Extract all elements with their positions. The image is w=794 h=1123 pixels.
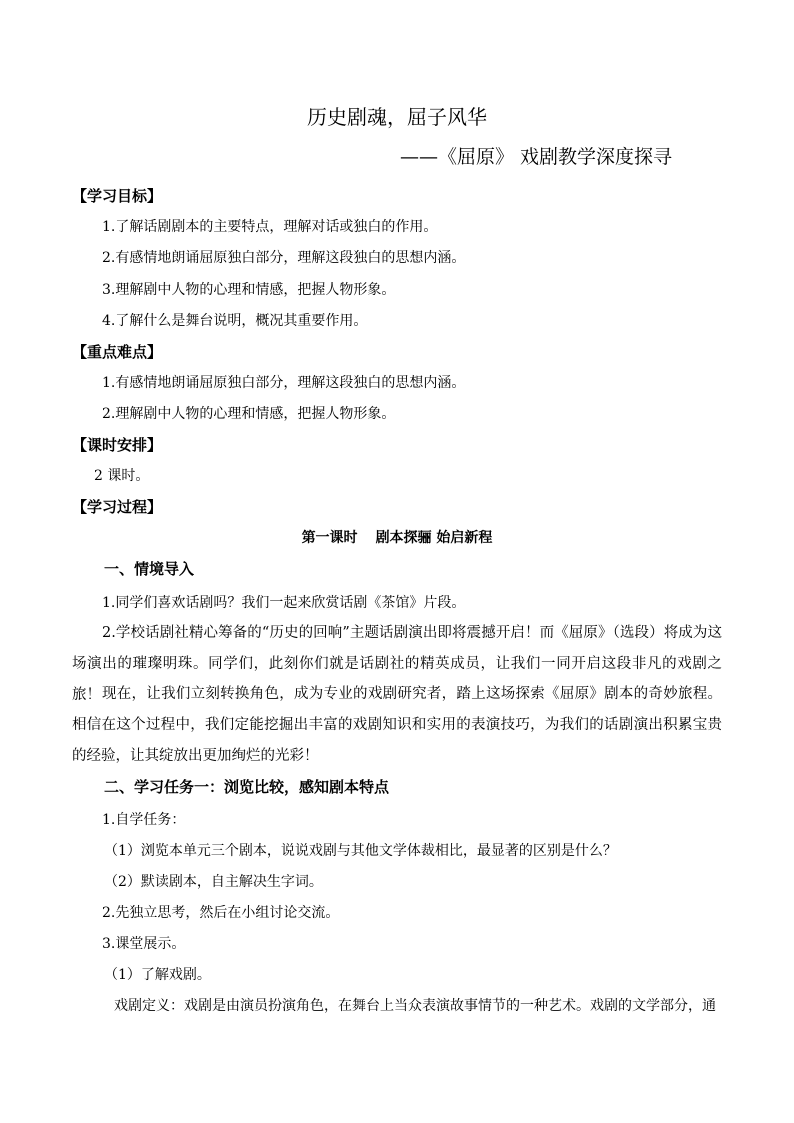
objective-item-2: 2.有感情地朗诵屈原独白部分，理解这段独白的思想内涵。 bbox=[102, 250, 466, 266]
key-point-item-2: 2.理解剧中人物的心理和情感，把握人物形象。 bbox=[102, 406, 396, 422]
key-point-item-1: 1.有感情地朗诵屈原独白部分，理解这段独白的思想内涵。 bbox=[102, 375, 466, 391]
objective-item-3: 3.理解剧中人物的心理和情感，把握人物形象。 bbox=[102, 282, 396, 298]
document-subtitle: ——《屈原》 戏剧教学深度探寻 bbox=[400, 146, 673, 168]
part2-item-1: 1.自学任务： bbox=[102, 812, 186, 828]
objectives-heading: 【学习目标】 bbox=[72, 187, 163, 205]
drama-definition: 戏剧定义：戏剧是由演员扮演角色，在舞台上当众表演故事情节的一种艺术。戏剧的文学部分，通 bbox=[114, 998, 716, 1014]
objective-item-4: 4.了解什么是舞台说明，概况其重要作用。 bbox=[102, 313, 368, 329]
part1-heading: 一、情境导入 bbox=[104, 560, 195, 578]
schedule-text: 2 课时。 bbox=[94, 468, 150, 484]
part2-heading: 二、学习任务一：浏览比较，感知剧本特点 bbox=[104, 778, 390, 796]
schedule-heading: 【课时安排】 bbox=[72, 436, 163, 454]
part2-item-5: 3.课堂展示。 bbox=[102, 936, 186, 952]
lesson-title-part-b: 剧本探骊 始启新程 bbox=[375, 530, 493, 546]
process-heading: 【学习过程】 bbox=[72, 498, 163, 516]
document-title: 历史剧魂，屈子风华 bbox=[307, 105, 487, 129]
key-points-heading: 【重点难点】 bbox=[72, 343, 163, 361]
part1-item-1: 1.同学们喜欢话剧吗？我们一起来欣赏话剧《茶馆》片段。 bbox=[102, 595, 466, 611]
lesson-title-part-a: 第一课时 bbox=[301, 530, 358, 546]
part1-paragraph: 现在，让我们立刻转换角色，成为专业的戏剧研究者，踏上这场探索《屈原》剧本的奇妙旅程。相信在这个过程中，我们定能挖掘出丰富的戏剧知识和实用的表演技巧，为我们的话剧演出积累宝贵的经验，让其绽放出更加绚烂的光彩！ bbox=[72, 686, 722, 764]
lesson-title bbox=[0, 527, 794, 549]
part2-item-2: （1）浏览本单元三个剧本，说说戏剧与其他文学体裁相比，最显著的区别是什么？ bbox=[104, 843, 617, 859]
part2-item-6: （1）了解戏剧。 bbox=[104, 967, 211, 983]
part2-item-3: （2）默读剧本，自主解决生字词。 bbox=[104, 874, 323, 890]
part2-item-4: 2.先独立思考，然后在小组讨论交流。 bbox=[102, 905, 340, 921]
part1-item-2: 2.学校话剧社精心筹备的“历史的回响”主题话剧演出即将震撼开启！而《屈原》（选段）将成为这场演出的璀璨明珠。同学们，此刻你们就是话剧社的精英成员，让我们一同开启这段非凡的戏剧之旅！ bbox=[72, 625, 722, 703]
objective-item-1: 1.了解话剧剧本的主要特点，理解对话或独白的作用。 bbox=[102, 219, 438, 235]
